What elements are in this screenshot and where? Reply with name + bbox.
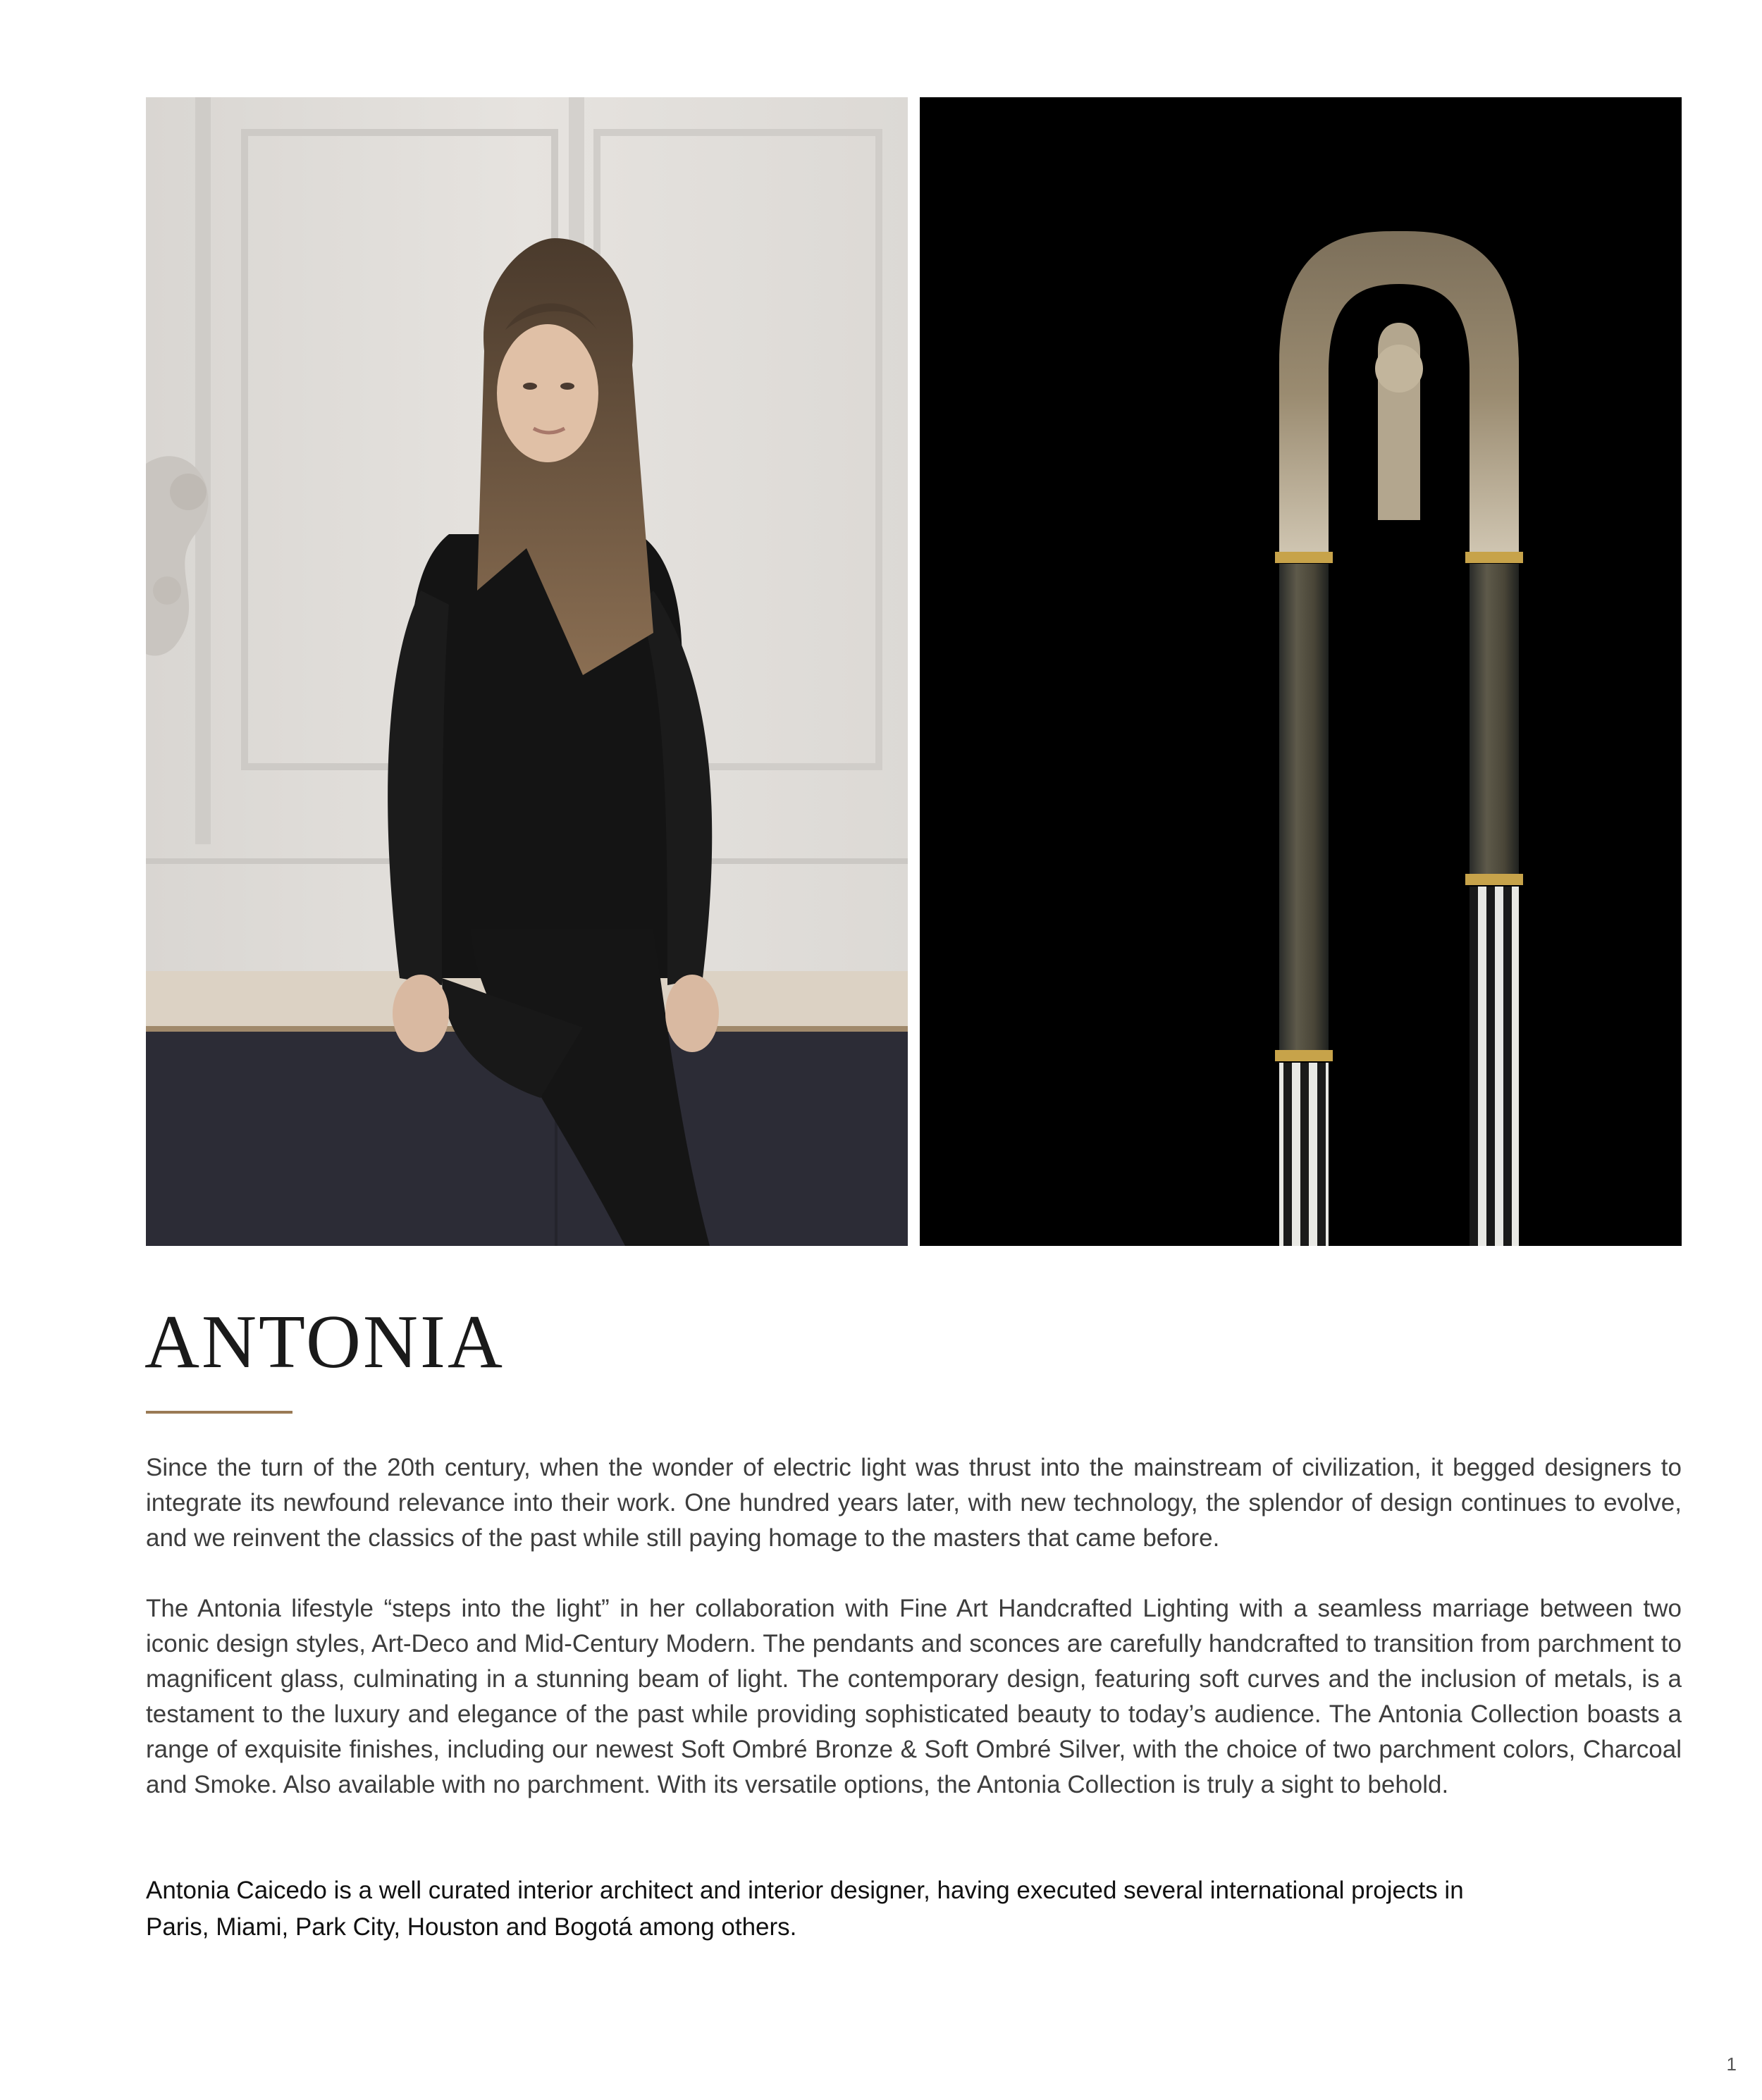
article-title: ANTONIA bbox=[144, 1300, 505, 1384]
page-number: 1 bbox=[1726, 2053, 1737, 2075]
title-divider bbox=[146, 1411, 292, 1414]
product-photo bbox=[920, 97, 1682, 1246]
portrait-illustration bbox=[146, 97, 908, 1246]
intro-paragraph: Since the turn of the 20th century, when the wonder of electric light was thrust into the mainstream of civilization, it begged designers to integrate its newfound relevance into their work. One hundred years later, with new technology, the splendor of design continues to evolve, and we reinvent the classics of the past while still paying homage to the masters that came before. bbox=[146, 1454, 1682, 1552]
pendant-illustration bbox=[920, 97, 1682, 1246]
portrait-photo bbox=[146, 97, 908, 1246]
collection-paragraph: The Antonia lifestyle “steps into the light” in her collaboration with Fine Art Handcrafted Lighting with a seamless marriage between two iconic design styles, Art-Deco and Mid-Century Modern. The pendants and sconces are carefully handcrafted to transition from parchment to magnificent glass, culminating in a stunning beam of light. The contemporary design, featuring soft curves and the inclusion of metals, is a testament to the luxury and elegance of the past while providing sophisticated beauty to today’s audience. The Antonia Collection boasts a range of exquisite finishes, including our newest Soft Ombré Bronze & Soft Ombré Silver, with the choice of two parchment colors, Charcoal and Smoke. Also available with no parchment. With its versatile options, the Antonia Collection is truly a sight to behold. bbox=[146, 1595, 1682, 1798]
designer-bio bbox=[146, 1872, 1619, 1946]
bio-line: Paris, Miami, Park City, Houston and Bogotá among others. bbox=[146, 1913, 797, 1941]
bio-line: Antonia Caicedo is a well curated interior architect and interior designer, having executed several international projects in bbox=[146, 1877, 1464, 1904]
